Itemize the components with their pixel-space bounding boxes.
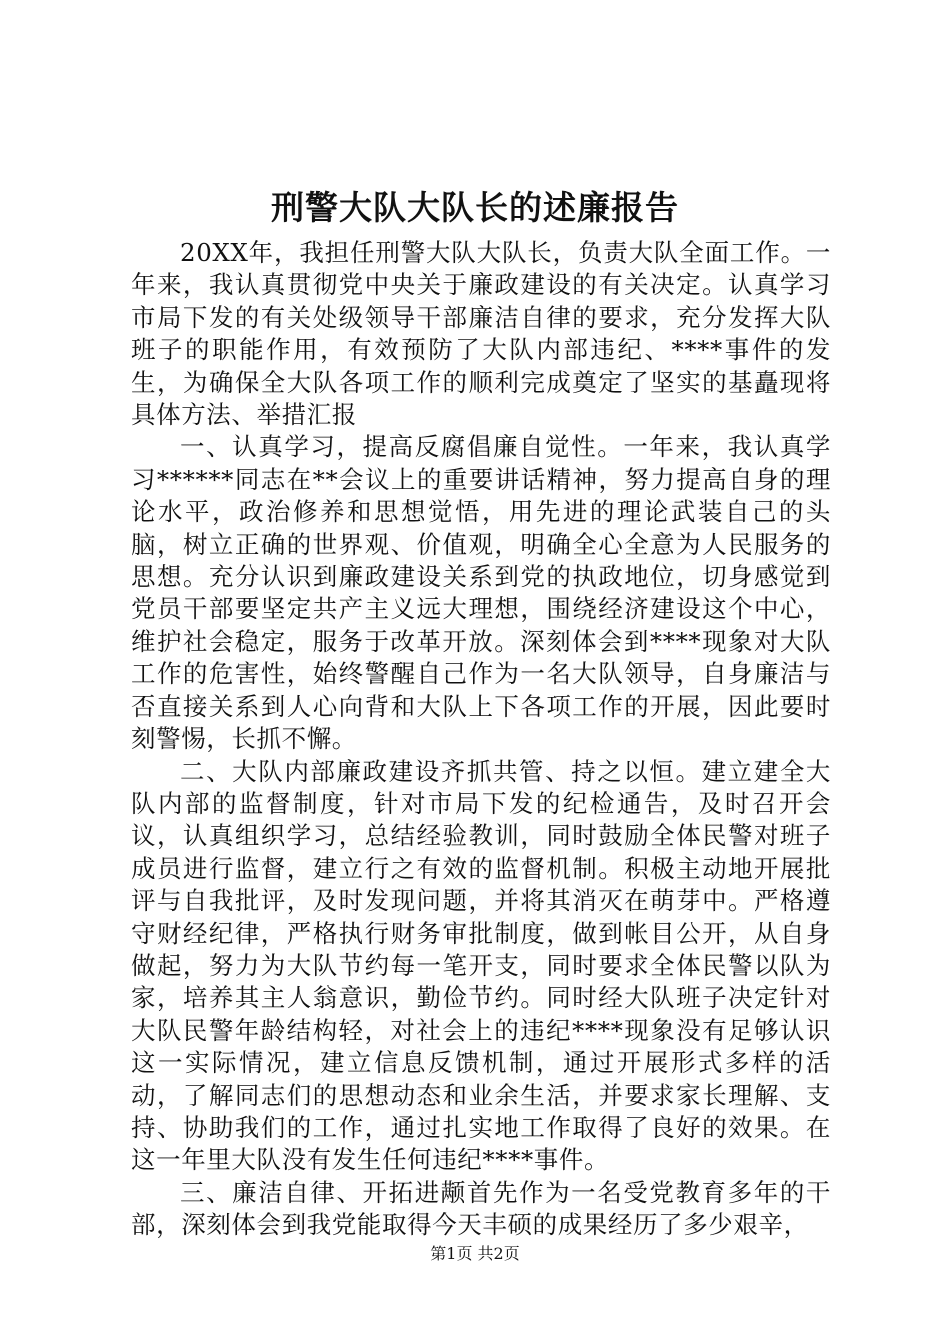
document-title: 刑警大队大队长的述廉报告 [271, 188, 679, 227]
document-body [131, 237, 831, 1242]
paragraph-intro: 20XX年，我担任刑警大队大队长，负责大队全面工作。一年来，我认真贯彻党中央关于廉政建设的有关决定。认真学习市局下发的有关处级领导干部廉洁自律的要求，充分发挥大队班子的职能作用，有效预防了大队内部违纪、****事件的发生，为确保全大队各项工作的顺利完成奠定了坚实的基矗现将具体方法、举措汇报 [131, 238, 831, 430]
paragraph-section-2: 二、大队内部廉政建设齐抓共管、持之以恒。建立建全大队内部的监督制度，针对市局下发的纪检通告，及时召开会议，认真组织学习，总结经验教训，同时鼓励全体民警对班子成员进行监督，建立行之有效的监督机制。积极主动地开展批评与自我批评，及时发现问题，并将其消灭在萌芽中。严格遵守财经纪律，严格执行财务审批制度，做到帐目公开，从自身做起，努力为大队节约每一笔开支，同时要求全体民警以队为家，培养其主人翁意识，勤俭节约。同时经大队班子决定针对大队民警年龄结构轻，对社会上的违纪****现象没有足够认识这一实际情况，建立信息反馈机制，通过开展形式多样的活动，了解同志们的思想动态和业余生活，并要求家长理解、支持、协助我们的工作，通过扎实地工作取得了良好的效果。在这一年里大队没有发生任何违纪****事件。 [131, 756, 831, 1175]
page-number-footer: 第1页 共2页 [430, 1244, 520, 1263]
paragraph-section-3: 三、廉洁自律、开拓进颟首先作为一名受党教育多年的干部，深刻体会到我党能取得今天丰硕的成果经历了多少艰辛， [131, 1177, 831, 1240]
paragraph-section-1: 一、认真学习，提高反腐倡廉自觉性。一年来，我认真学习******同志在**会议上的重要讲话精神，努力提高自身的理论水平，政治修养和思想觉悟，用先进的理论武装自己的头脑，树立正确的世界观、价值观，明确全心全意为人民服务的思想。充分认识到廉政建设关系到党的执政地位，切身感觉到党员干部要坚定共产主义远大理想，围绕经济建设这个中心，维护社会稳定，服务于改革开放。深刻体会到****现象对大队工作的危害性，始终警醒自己作为一名大队领导，自身廉洁与否直接关系到人心向背和大队上下各项工作的开展，因此要时刻警惕，长抓不懈。 [131, 432, 831, 754]
